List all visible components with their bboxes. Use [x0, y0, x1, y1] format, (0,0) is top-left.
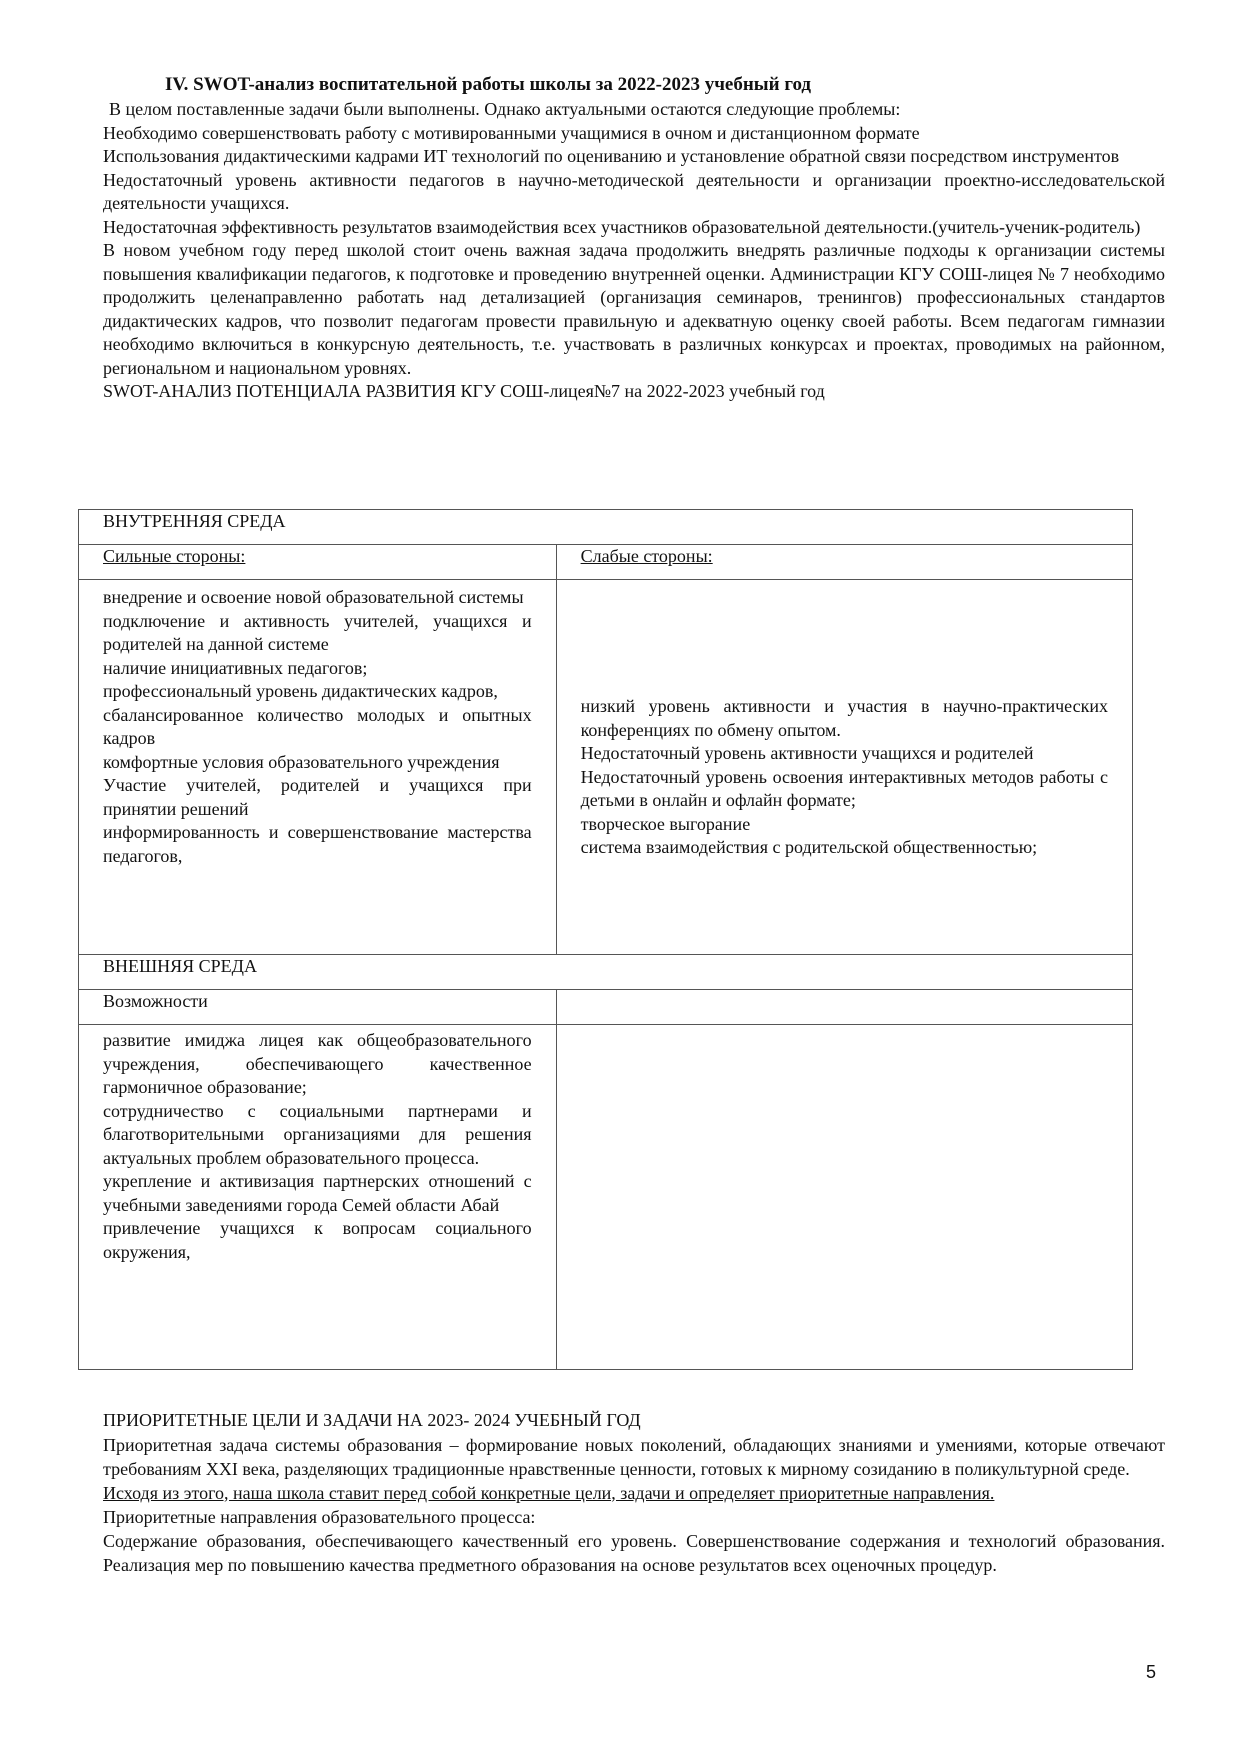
list-item: развитие имиджа лицея как общеобразовательного учреждения, обеспечивающего качественное гармоничное образование; — [103, 1030, 532, 1097]
list-item: информированность и совершенствование мастерства педагогов, — [103, 822, 532, 866]
list-item: внедрение и освоение новой образовательной системы — [103, 587, 524, 607]
internal-env-header: ВНУТРЕННЯЯ СРЕДА — [79, 510, 1133, 545]
list-item: Участие учителей, родителей и учащихся при принятии решений — [103, 775, 532, 819]
list-item: сотрудничество с социальными партнерами и благотворительными организациями для решения актуальных проблем образовательного процесса. — [103, 1100, 532, 1168]
priorities-paragraph: Приоритетная задача системы образования – формирование новых поколений, обладающих знаниями и умениями, которые отвечают требованиям XXI века, разделяющих традиционные нравственные ценности, готовых к мирному созиданию в поликультурной среде. — [103, 1434, 1165, 1479]
strengths-weaknesses-row — [79, 580, 1133, 955]
swot-title: SWOT-АНАЛИЗ ПОТЕНЦИАЛА РАЗВИТИЯ КГУ СОШ-лицея№7 на 2022-2023 учебный год — [103, 381, 825, 401]
strengths-header-label: Сильные стороны: — [103, 546, 246, 566]
list-item: комфортные условия образовательного учреждения — [103, 751, 500, 772]
page-number: 5 — [1146, 1662, 1157, 1682]
strengths-cell — [79, 580, 557, 955]
list-item: творческое выгорание — [580, 813, 751, 834]
weaknesses-header — [556, 545, 1132, 580]
list-item: сбалансированное количество молодых и опытных кадров — [103, 704, 532, 748]
opportunities-header: Возможности — [79, 990, 557, 1025]
list-item: Недостаточный уровень активности учащихся и родителей — [580, 743, 1034, 763]
list-item: низкий уровень активности и участия в научно-практических конференциях по обмену опытом. — [580, 696, 1108, 740]
plan-paragraph: В новом учебном году перед школой стоит очень важная задача продолжить внедрять различные подходы к организации системы повышения квалификации педагогов, к подготовке и проведению внутренней оценки. Администрации КГУ СОШ-лицея № 7 необходимо продолжить целенаправленно работать над детализацией (организация семинаров, тренингов) профессиональных стандартов дидактических кадров, что позволит педагогам провести правильную и адекватную оценку своей работы. Всем педагогам гимназии необходимо включиться в конкурсную деятельность, т.е. участвовать в различных конкурсах и проектах, проводимых на районном, региональном и национальном уровнях. — [103, 240, 1165, 378]
list-item: Недостаточный уровень освоения интерактивных методов работы с детьми в онлайн и офлайн формате; — [580, 766, 1108, 810]
threats-cell — [556, 1025, 1132, 1370]
problem-item: Использования дидактическими кадрами ИТ технологий по оцениванию и установление обратной связи посредством инструментов — [103, 146, 1120, 166]
intro-paragraph: В целом поставленные задачи были выполнены. Однако актуальными остаются следующие проблемы: — [109, 99, 901, 119]
opportunities-row — [79, 1025, 1133, 1370]
weaknesses-cell — [556, 580, 1132, 955]
problem-item: Недостаточный уровень активности педагогов в научно-методической деятельности и организации проектно-исследовательской деятельности учащихся. — [103, 169, 1165, 213]
problem-item: Недостаточная эффективность результатов взаимодействия всех участников образовательной деятельности.(учитель-ученик-родитель) — [103, 216, 1141, 237]
list-item: система взаимодействия с родительской общественностью; — [580, 837, 1038, 857]
priorities-paragraph: Исходя из этого, наша школа ставит перед собой конкретные цели, задачи и определяет приоритетные направления. — [103, 1482, 995, 1503]
section-heading: IV. SWOT-анализ воспитательной работы школы за 2022-2023 учебный год — [165, 74, 812, 95]
problem-item: Необходимо совершенствовать работу с мотивированными учащимися в очном и дистанционном формате — [103, 122, 920, 143]
opportunities-cell — [79, 1025, 557, 1370]
priorities-paragraph: Содержание образования, обеспечивающего качественный его уровень. Совершенствование содержания и технологий образования. Реализация мер по повышению качества предметного образования на основе результатов всех оценочных процедур. — [103, 1530, 1165, 1575]
priorities-paragraph: Приоритетные направления образовательного процесса: — [103, 1506, 536, 1527]
list-item: наличие инициативных педагогов; — [103, 657, 368, 678]
strengths-weaknesses-header-row — [79, 545, 1133, 580]
weaknesses-header-label: Слабые стороны: — [580, 546, 713, 566]
external-header-row — [79, 955, 1133, 990]
swot-table — [78, 509, 1133, 1370]
threats-header — [556, 990, 1132, 1025]
priorities-title: ПРИОРИТЕТНЫЕ ЦЕЛИ И ЗАДАЧИ НА 2023- 2024 УЧЕБНЫЙ ГОД — [103, 1410, 641, 1430]
list-item: подключение и активность учителей, учащихся и родителей на данной системе — [103, 610, 532, 654]
strengths-header — [79, 545, 557, 580]
list-item: укрепление и активизация партнерских отношений с учебными заведениями города Семей области Абай — [103, 1171, 532, 1215]
opportunities-threats-header-row — [79, 990, 1133, 1025]
list-item: профессиональный уровень дидактических кадров, — [103, 681, 498, 701]
list-item: привлечение учащихся к вопросам социального окружения, — [103, 1218, 532, 1262]
priorities-section — [103, 1409, 1165, 1577]
intro-section — [103, 74, 1165, 404]
internal-header-row — [79, 510, 1133, 545]
external-env-header: ВНЕШНЯЯ СРЕДА — [79, 955, 1133, 990]
